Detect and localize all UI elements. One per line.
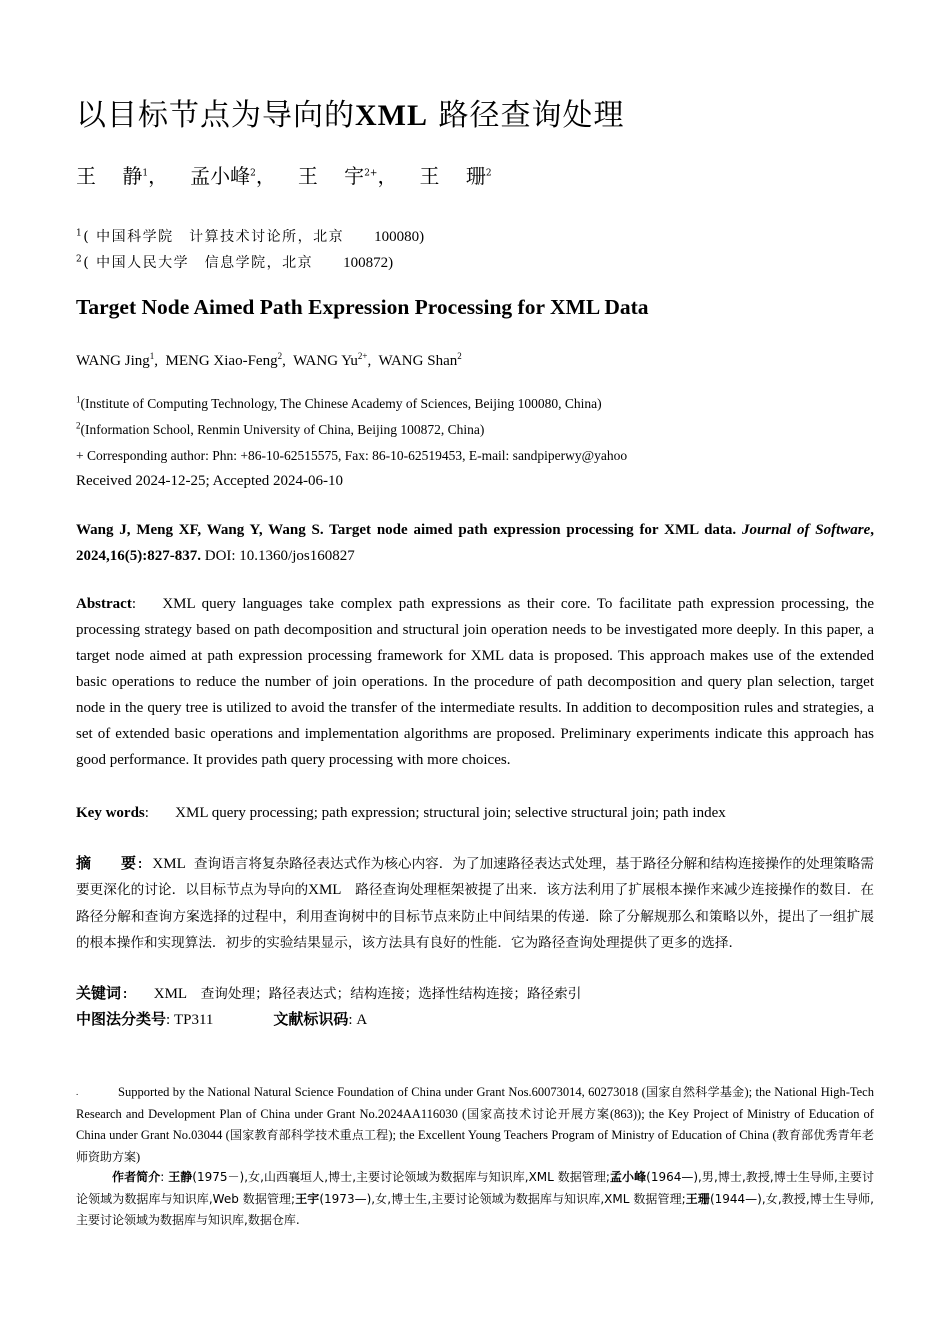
title-cn-text: 以目标节点为导向的	[76, 98, 355, 133]
received-date: Received 2024-12-25; Accepted 2024-06-10	[76, 473, 344, 489]
author-cn-1: 王 静$^1$，	[76, 164, 169, 188]
affiliation-en-2: $^2$(Information School, Renmin University of China, Beijing 100872, China)	[76, 420, 485, 437]
title-english: Target Node Aimed Path Expression Processing for XML Data	[76, 295, 649, 319]
affiliation-cn-1: $^1$( 中国科学院 计算技术讨论所，北京 100080)	[76, 228, 425, 245]
abstract-english: Abstract: XML query languages take complex path expressions as their core. To facilitate path expression processing, the processing strategy based on path decomposition and structural join operation needs to be investigated more deeply. In this paper, a target node aimed at path expression processing framework for XML data is proposed. This approach makes use of the extended basic operations to reduce the number of join operations. In the procedure of path decomposition and query plan selection, target node in the query tree is utilized to avoid the transfer of the intermediate results. In addition to decomposition rules and strategies, a set of extended basic operations and implementation algorithms are proposed. Preliminary experiments indicate this approach has good performance. It provides path query processing with more choices.	[76, 596, 874, 768]
citation: Wang J, Meng XF, Wang Y, Wang S. Target node aimed path expression processing for XML data. Journal of Software, 2024,16(5):827-837. DOI: 10.1360/jos160827	[76, 522, 874, 564]
author-cn-4: 王 珊$^2$	[419, 164, 492, 188]
authors-english: WANG Jing$^1$, MENG Xiao-Feng$^2$, WANG $Yu^{2+}$, WANG Shan$^2$	[76, 351, 462, 369]
title-chinese	[76, 90, 625, 134]
affiliation-cn-2: $^2$( 中国人民大学 信息学院，北京 100872)	[76, 254, 394, 271]
author-cn-3: 王 宇$^{2+}$，	[297, 164, 398, 188]
keywords-english: Key words: XML query processing; path expression; structural join; selective structural join; path index	[76, 805, 726, 821]
funding-footnote: . Supported by the National Natural Science Foundation of China under Grant Nos.60073014, 60273018 (国家自然科学基金); the National High-Tech Research and Development Plan of China under Grant No.2024AA116030 (国家高技术讨论开展方案(863)); the Key Project of Ministry of Education of China under Grant No.03044 (国家教育部科学技术重点工程); the Excellent Young Teachers Program of Ministry of Education of China (教育部优秀青年老师资助方案)	[76, 1085, 874, 1164]
abstract-chinese: 摘 要: XML 查询语言将复杂路径表达式作为核心内容．为了加速路径表达式处理，基于路径分解和结构连接操作的处理策略需要更深化的讨论．以目标节点为导向的XML 路径查询处理框架被提了出来．该方法利用了扩展根本操作来减少连接操作的数目．在路径分解和查询方案选择的过程中，利用查询树中的目标节点来防止中间结果的传递．除了分解规那么和策略以外，提出了一组扩展的根本操作和实现算法．初步的实验结果显示，该方法具有良好的性能．它为路径查询处理提供了更多的选择．	[76, 854, 875, 951]
corresponding-author: + Corresponding author: Phn: +86-10-62515575, Fax: 86-10-62519453, E-mail: sandpiperwy@yahoo	[76, 448, 628, 463]
author-cn-2: 孟小峰$^2$，	[190, 164, 276, 188]
keywords-chinese: 关键词: XML 查询处理；路径表达式；结构连接；选择性结构连接；路径索引	[76, 984, 582, 1002]
title-cn-rest: 路径查询处理	[428, 98, 625, 133]
classification-line: 中图法分类号: TP311 文献标识码: A	[76, 1010, 368, 1028]
affiliation-en-1: $^1$(Institute of Computing Technology, The Chinese Academy of Sciences, Beijing 100080, China)	[76, 394, 602, 411]
title-cn-xml: XML	[355, 99, 428, 132]
authors-chinese	[76, 160, 492, 189]
author-bio: 作者简介: 王静(1975－),女,山西襄垣人,博士,主要讨论领域为数据库与知识库,XML 数据管理;孟小峰(1964—),男,博士,教授,博士生导师,主要讨论领域为数据库与知识库,Web 数据管理;王宇(1973—),女,博士生,主要讨论领域为数据库与知识库,XML 数据管理;王珊(1944—),女,教授,博士生导师,主要讨论领域为数据库与知识库,数据仓库.	[76, 1170, 874, 1227]
